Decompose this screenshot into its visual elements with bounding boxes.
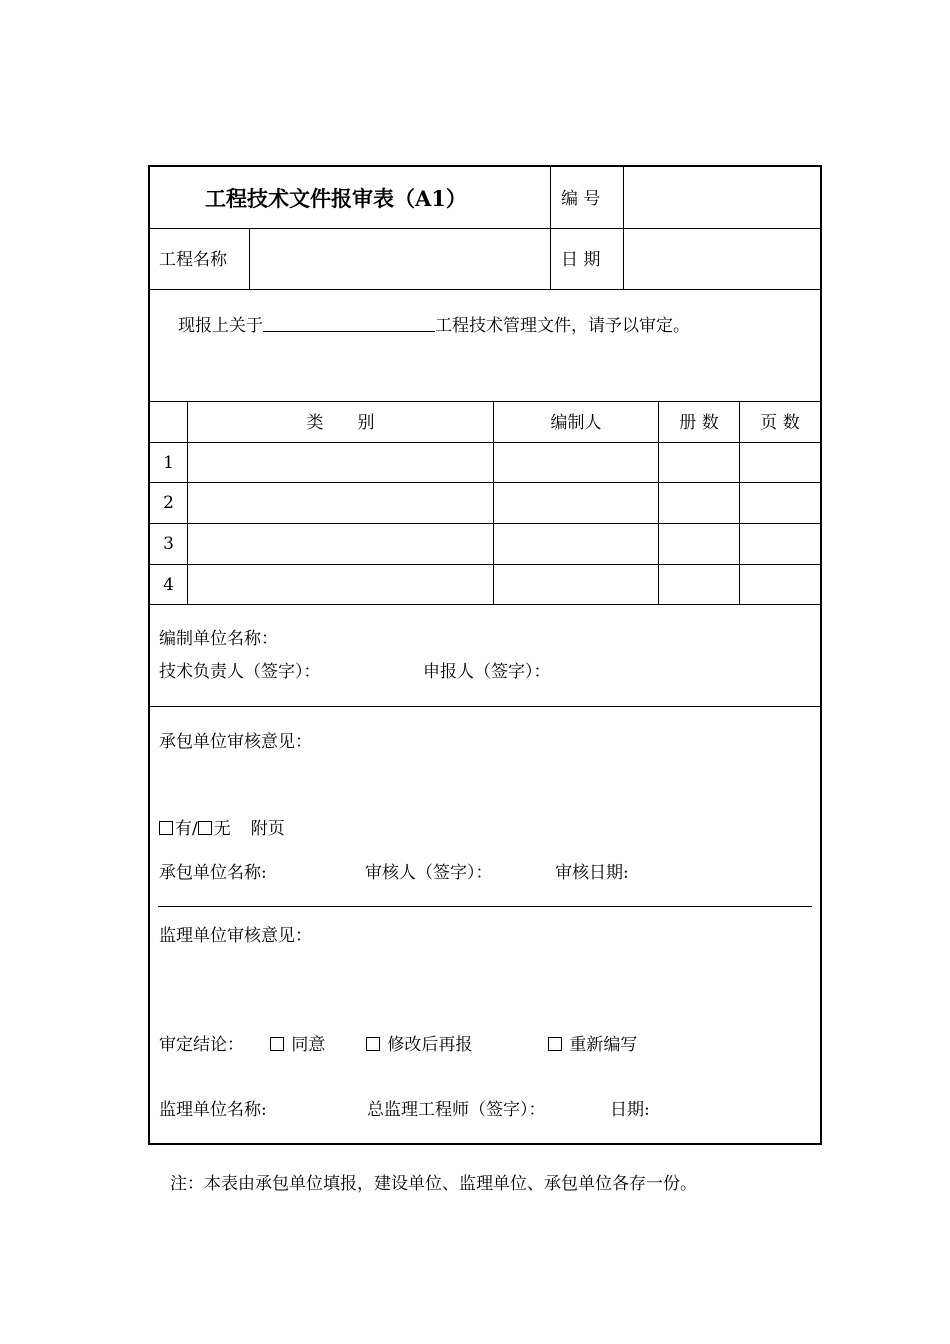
divider (148, 523, 822, 524)
col-header-pages: 页 数 (760, 413, 800, 433)
date-field[interactable] (626, 231, 818, 287)
supervisor-date-label: 日期: (610, 1100, 650, 1120)
row-number: 2 (163, 493, 174, 513)
no-attachment-checkbox[interactable] (198, 821, 212, 835)
col-header-compiler: 编制人 (550, 413, 602, 433)
contractor-opinion-label: 承包单位审核意见： (159, 732, 312, 752)
project-name-label: 工程名称 (159, 250, 227, 270)
divider (148, 564, 822, 565)
divider (249, 228, 250, 289)
date-label: 日 期 (561, 250, 601, 270)
document-name-blank[interactable] (263, 315, 435, 332)
attachment-line (159, 819, 285, 839)
row-number: 4 (163, 575, 174, 595)
col-header-category: 类 别 (306, 413, 375, 433)
reporter-signature-label: 申报人（签字）： (423, 662, 551, 682)
agree-checkbox[interactable] (270, 1037, 284, 1051)
option-agree[interactable] (270, 1035, 325, 1055)
option-revise-resubmit[interactable] (366, 1035, 472, 1055)
divider (148, 442, 822, 443)
option-rewrite[interactable] (548, 1035, 637, 1055)
divider (148, 706, 822, 707)
supervisor-unit-label: 监理单位名称: (159, 1100, 267, 1120)
form-frame (148, 165, 822, 1145)
submission-statement (178, 315, 690, 336)
preparer-unit-label: 编制单位名称： (159, 629, 278, 649)
number-label: 编 号 (561, 189, 601, 209)
col-header-volumes: 册 数 (679, 413, 719, 433)
attachment-label: 附页 (250, 819, 285, 839)
divider (148, 289, 822, 290)
rewrite-label: 重新编写 (569, 1035, 638, 1055)
rewrite-checkbox[interactable] (548, 1037, 562, 1051)
agree-label: 同意 (291, 1035, 326, 1055)
has-attachment-checkbox[interactable] (159, 821, 173, 835)
statement-suffix: 工程技术管理文件，请予以审定。 (435, 316, 690, 336)
footnote: 注：本表由承包单位填报，建设单位、监理单位、承包单位各存一份。 (170, 1174, 697, 1194)
project-name-field[interactable] (252, 231, 548, 287)
statement-prefix: 现报上关于 (178, 316, 263, 336)
conclusion-label: 审定结论： (159, 1035, 244, 1055)
none-label: 无 (213, 819, 231, 839)
divider (550, 165, 551, 289)
revise-label: 修改后再报 (387, 1035, 473, 1055)
divider (623, 165, 624, 289)
number-field[interactable] (626, 168, 818, 226)
chief-engineer-signature-label: 总监理工程师（签字）： (367, 1100, 546, 1120)
divider (158, 906, 812, 907)
reviewer-signature-label: 审核人（签字）： (365, 863, 493, 883)
has-label: 有/ (175, 819, 198, 839)
review-date-label: 审核日期: (555, 863, 629, 883)
divider (148, 604, 822, 605)
row-number: 3 (163, 534, 174, 554)
row-number: 1 (163, 453, 174, 473)
contractor-unit-label: 承包单位名称: (159, 863, 267, 883)
divider (148, 401, 822, 402)
divider (148, 482, 822, 483)
tech-lead-signature-label: 技术负责人（签字）： (159, 662, 321, 682)
revise-checkbox[interactable] (366, 1037, 380, 1051)
form-title: 工程技术文件报审表（A1） (205, 186, 467, 211)
supervisor-opinion-label: 监理单位审核意见： (159, 926, 312, 946)
